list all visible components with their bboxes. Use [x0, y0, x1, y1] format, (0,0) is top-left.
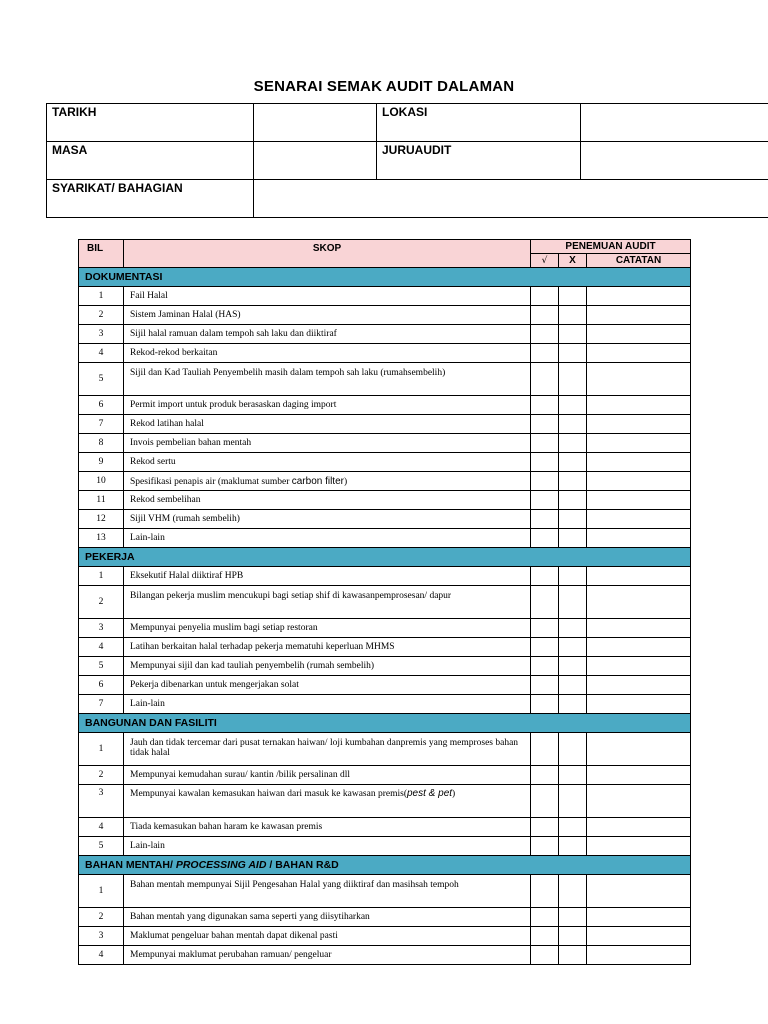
- catatan-cell[interactable]: [587, 927, 691, 946]
- tick-cell[interactable]: [531, 453, 559, 472]
- table-row: [79, 908, 691, 927]
- cross-cell[interactable]: [559, 875, 587, 908]
- table-row: [79, 472, 691, 491]
- row-text: Mempunyai sijil dan kad tauliah penyembelih (rumah sembelih): [124, 657, 531, 676]
- tick-cell[interactable]: [531, 946, 559, 965]
- catatan-cell[interactable]: [587, 946, 691, 965]
- catatan-cell[interactable]: [587, 785, 691, 818]
- cross-cell[interactable]: [559, 766, 587, 785]
- row-text: Sistem Jaminan Halal (HAS): [124, 306, 531, 325]
- tick-cell[interactable]: [531, 344, 559, 363]
- tick-cell[interactable]: [531, 927, 559, 946]
- catatan-cell[interactable]: [587, 875, 691, 908]
- tarikh-label: TARIKH: [47, 104, 254, 142]
- row-text: Sijil dan Kad Tauliah Penyembelih masih dalam tempoh sah laku (rumahsembelih): [124, 363, 531, 396]
- row-number: 3: [79, 927, 124, 946]
- tick-cell[interactable]: [531, 586, 559, 619]
- cross-cell[interactable]: [559, 529, 587, 548]
- tick-cell[interactable]: [531, 657, 559, 676]
- table-row: [79, 818, 691, 837]
- catatan-cell[interactable]: [587, 695, 691, 714]
- tick-cell[interactable]: [531, 491, 559, 510]
- cross-cell[interactable]: [559, 733, 587, 766]
- cross-cell[interactable]: [559, 325, 587, 344]
- row-number: 1: [79, 875, 124, 908]
- row-text: Rekod sertu: [124, 453, 531, 472]
- table-row: [79, 344, 691, 363]
- table-row: [79, 837, 691, 856]
- catatan-cell[interactable]: [587, 325, 691, 344]
- row-text: Mempunyai maklumat perubahan ramuan/ pengeluar: [124, 946, 531, 965]
- row-text: Mempunyai penyelia muslim bagi setiap restoran: [124, 619, 531, 638]
- row-text-part: Spesifikasi penapis air (maklumat sumber: [130, 476, 292, 487]
- row-text: Maklumat pengeluar bahan mentah dapat dikenal pasti: [124, 927, 531, 946]
- table-row: [79, 766, 691, 785]
- audit-checklist-table: [78, 239, 691, 965]
- row-text-end: ): [452, 789, 456, 799]
- row-text-term: pest & pet: [407, 788, 453, 799]
- cross-cell[interactable]: [559, 619, 587, 638]
- section-bahan-mentah: [79, 856, 691, 875]
- cross-cell[interactable]: [559, 415, 587, 434]
- catatan-cell[interactable]: [587, 396, 691, 415]
- catatan-cell[interactable]: [587, 586, 691, 619]
- table-row: [79, 434, 691, 453]
- catatan-cell[interactable]: [587, 766, 691, 785]
- tick-cell[interactable]: [531, 363, 559, 396]
- penemuan-audit-header: PENEMUAN AUDIT: [531, 240, 691, 254]
- tick-cell[interactable]: [531, 529, 559, 548]
- row-number: 3: [79, 325, 124, 344]
- row-number: 1: [79, 567, 124, 586]
- catatan-cell[interactable]: [587, 657, 691, 676]
- row-text: Fail Halal: [124, 287, 531, 306]
- header-info-table: [46, 103, 768, 218]
- row-text: Lain-lain: [124, 529, 531, 548]
- cross-cell[interactable]: [559, 287, 587, 306]
- cross-cell[interactable]: [559, 586, 587, 619]
- row-text: Sijil VHM (rumah sembelih): [124, 510, 531, 529]
- section-dokumentasi: [79, 268, 691, 287]
- lokasi-field[interactable]: [581, 104, 768, 142]
- section-title-italic: PROCESSING AID: [175, 859, 267, 871]
- row-number: 2: [79, 306, 124, 325]
- row-text: Sijil halal ramuan dalam tempoh sah laku dan diiktiraf: [124, 325, 531, 344]
- tick-cell[interactable]: [531, 325, 559, 344]
- tick-cell[interactable]: [531, 415, 559, 434]
- catatan-cell[interactable]: [587, 638, 691, 657]
- table-row: [79, 396, 691, 415]
- row-text: Permit import untuk produk berasaskan daging import: [124, 396, 531, 415]
- row-number: 4: [79, 344, 124, 363]
- cross-cell[interactable]: [559, 818, 587, 837]
- catatan-cell[interactable]: [587, 491, 691, 510]
- row-text: [124, 785, 531, 818]
- table-row: [79, 619, 691, 638]
- catatan-cell[interactable]: [587, 908, 691, 927]
- masa-field[interactable]: [254, 142, 377, 180]
- table-row: [79, 638, 691, 657]
- row-number: 5: [79, 363, 124, 396]
- row-number: 1: [79, 287, 124, 306]
- row-number: 4: [79, 818, 124, 837]
- table-row: [79, 676, 691, 695]
- masa-label: MASA: [47, 142, 254, 180]
- row-number: 5: [79, 657, 124, 676]
- cross-cell[interactable]: [559, 344, 587, 363]
- tick-cell[interactable]: [531, 619, 559, 638]
- catatan-cell[interactable]: [587, 415, 691, 434]
- juruaudit-label: JURUAUDIT: [377, 142, 581, 180]
- tick-cell[interactable]: [531, 510, 559, 529]
- catatan-cell[interactable]: [587, 453, 691, 472]
- cross-cell[interactable]: [559, 491, 587, 510]
- catatan-cell[interactable]: [587, 306, 691, 325]
- table-row: [79, 415, 691, 434]
- tick-cell[interactable]: [531, 695, 559, 714]
- tarikh-field[interactable]: [254, 104, 377, 142]
- row-text: Latihan berkaitan halal terhadap pekerja mematuhi keperluan MHMS: [124, 638, 531, 657]
- tick-cell[interactable]: [531, 638, 559, 657]
- cross-cell[interactable]: [559, 567, 587, 586]
- row-number: 4: [79, 638, 124, 657]
- catatan-cell[interactable]: [587, 472, 691, 491]
- row-number: 1: [79, 733, 124, 766]
- row-number: 2: [79, 908, 124, 927]
- table-row: [79, 657, 691, 676]
- table-row: [79, 363, 691, 396]
- juruaudit-field[interactable]: [581, 142, 768, 180]
- section-title-part: / BAHAN R&D: [266, 859, 339, 871]
- table-row: [79, 287, 691, 306]
- tick-cell[interactable]: [531, 396, 559, 415]
- cross-cell[interactable]: [559, 927, 587, 946]
- table-row: [79, 453, 691, 472]
- row-text: Bahan mentah mempunyai Sijil Pengesahan Halal yang diiktiraf dan masihsah tempoh: [124, 875, 531, 908]
- catatan-cell[interactable]: [587, 287, 691, 306]
- cross-cell[interactable]: [559, 946, 587, 965]
- row-text: Tiada kemasukan bahan haram ke kawasan premis: [124, 818, 531, 837]
- tick-cell[interactable]: [531, 785, 559, 818]
- cross-cell[interactable]: [559, 695, 587, 714]
- catatan-cell[interactable]: [587, 529, 691, 548]
- row-text: Mempunyai kemudahan surau/ kantin /bilik persalinan dll: [124, 766, 531, 785]
- row-number: 7: [79, 415, 124, 434]
- row-text: Rekod sembelihan: [124, 491, 531, 510]
- row-number: 10: [79, 472, 124, 491]
- row-number: 3: [79, 619, 124, 638]
- row-text: Bahan mentah yang digunakan sama seperti yang diisytiharkan: [124, 908, 531, 927]
- table-row: [79, 586, 691, 619]
- catatan-cell[interactable]: [587, 733, 691, 766]
- catatan-cell[interactable]: [587, 567, 691, 586]
- row-number: 8: [79, 434, 124, 453]
- section-title: DOKUMENTASI: [79, 268, 691, 287]
- row-number: 4: [79, 946, 124, 965]
- catatan-cell[interactable]: [587, 434, 691, 453]
- row-number: 5: [79, 837, 124, 856]
- tick-cell[interactable]: [531, 837, 559, 856]
- table-row: [79, 306, 691, 325]
- catatan-cell[interactable]: [587, 818, 691, 837]
- cross-cell[interactable]: [559, 510, 587, 529]
- catatan-cell[interactable]: [587, 344, 691, 363]
- catatan-cell[interactable]: [587, 837, 691, 856]
- row-number: 13: [79, 529, 124, 548]
- table-row: [79, 491, 691, 510]
- table-row: [79, 567, 691, 586]
- row-text: Pekerja dibenarkan untuk mengerjakan solat: [124, 676, 531, 695]
- tick-cell[interactable]: [531, 908, 559, 927]
- table-row: [79, 529, 691, 548]
- catatan-cell[interactable]: [587, 676, 691, 695]
- section-title: PEKERJA: [79, 548, 691, 567]
- cross-cell[interactable]: [559, 306, 587, 325]
- row-text-part: Mempunyai kawalan kemasukan haiwan dari masuk ke kawasan premis(: [130, 789, 407, 799]
- tick-header: √: [531, 254, 559, 268]
- table-row: [79, 927, 691, 946]
- row-text-end: ): [343, 476, 348, 487]
- row-number: 2: [79, 586, 124, 619]
- row-number: 9: [79, 453, 124, 472]
- catatan-cell[interactable]: [587, 363, 691, 396]
- section-title-part: BAHAN MENTAH/: [85, 859, 176, 871]
- cross-cell[interactable]: [559, 363, 587, 396]
- row-number: 6: [79, 676, 124, 695]
- row-text: Rekod latihan halal: [124, 415, 531, 434]
- cross-cell[interactable]: [559, 434, 587, 453]
- row-number: 12: [79, 510, 124, 529]
- bil-header: BIL: [79, 240, 124, 268]
- tick-cell[interactable]: [531, 875, 559, 908]
- tick-cell[interactable]: [531, 676, 559, 695]
- row-number: 3: [79, 785, 124, 818]
- cross-cell[interactable]: [559, 676, 587, 695]
- cross-cell[interactable]: [559, 657, 587, 676]
- table-row: [79, 733, 691, 766]
- syarikat-field[interactable]: [254, 180, 768, 218]
- table-row: [79, 785, 691, 818]
- table-row: [79, 946, 691, 965]
- section-title: [79, 856, 691, 875]
- row-number: 2: [79, 766, 124, 785]
- tick-cell[interactable]: [531, 766, 559, 785]
- cross-cell[interactable]: [559, 472, 587, 491]
- tick-cell[interactable]: [531, 818, 559, 837]
- tick-cell[interactable]: [531, 287, 559, 306]
- row-text: [124, 472, 531, 491]
- tick-cell[interactable]: [531, 306, 559, 325]
- catatan-header: CATATAN: [587, 254, 691, 268]
- table-row: [79, 695, 691, 714]
- cross-cell[interactable]: [559, 908, 587, 927]
- row-text: Invois pembelian bahan mentah: [124, 434, 531, 453]
- row-number: 6: [79, 396, 124, 415]
- cross-cell[interactable]: [559, 837, 587, 856]
- cross-header: X: [559, 254, 587, 268]
- row-number: 7: [79, 695, 124, 714]
- cross-cell[interactable]: [559, 453, 587, 472]
- row-text: Lain-lain: [124, 695, 531, 714]
- row-text: Bilangan pekerja muslim mencukupi bagi setiap shif di kawasanpemprosesan/ dapur: [124, 586, 531, 619]
- tick-cell[interactable]: [531, 567, 559, 586]
- row-text: Jauh dan tidak tercemar dari pusat ternakan haiwan/ loji kumbahan danpremis yang memproses bahan tidak halal: [124, 733, 531, 766]
- cross-cell[interactable]: [559, 785, 587, 818]
- tick-cell[interactable]: [531, 733, 559, 766]
- cross-cell[interactable]: [559, 396, 587, 415]
- row-text-term: carbon filter: [291, 475, 344, 487]
- row-text: Rekod-rekod berkaitan: [124, 344, 531, 363]
- table-row: [79, 875, 691, 908]
- section-pekerja: [79, 548, 691, 567]
- lokasi-label: LOKASI: [377, 104, 581, 142]
- catatan-cell[interactable]: [587, 619, 691, 638]
- table-row: [79, 325, 691, 344]
- catatan-cell[interactable]: [587, 510, 691, 529]
- table-row: [79, 510, 691, 529]
- row-number: 11: [79, 491, 124, 510]
- page-title: SENARAI SEMAK AUDIT DALAMAN: [253, 78, 515, 95]
- section-title: BANGUNAN DAN FASILITI: [79, 714, 691, 733]
- skop-header: SKOP: [124, 240, 531, 268]
- row-text: Eksekutif Halal diiktiraf HPB: [124, 567, 531, 586]
- tick-cell[interactable]: [531, 434, 559, 453]
- tick-cell[interactable]: [531, 472, 559, 491]
- syarikat-label: SYARIKAT/ BAHAGIAN: [47, 180, 254, 218]
- section-bangunan: [79, 714, 691, 733]
- row-text: Lain-lain: [124, 837, 531, 856]
- cross-cell[interactable]: [559, 638, 587, 657]
